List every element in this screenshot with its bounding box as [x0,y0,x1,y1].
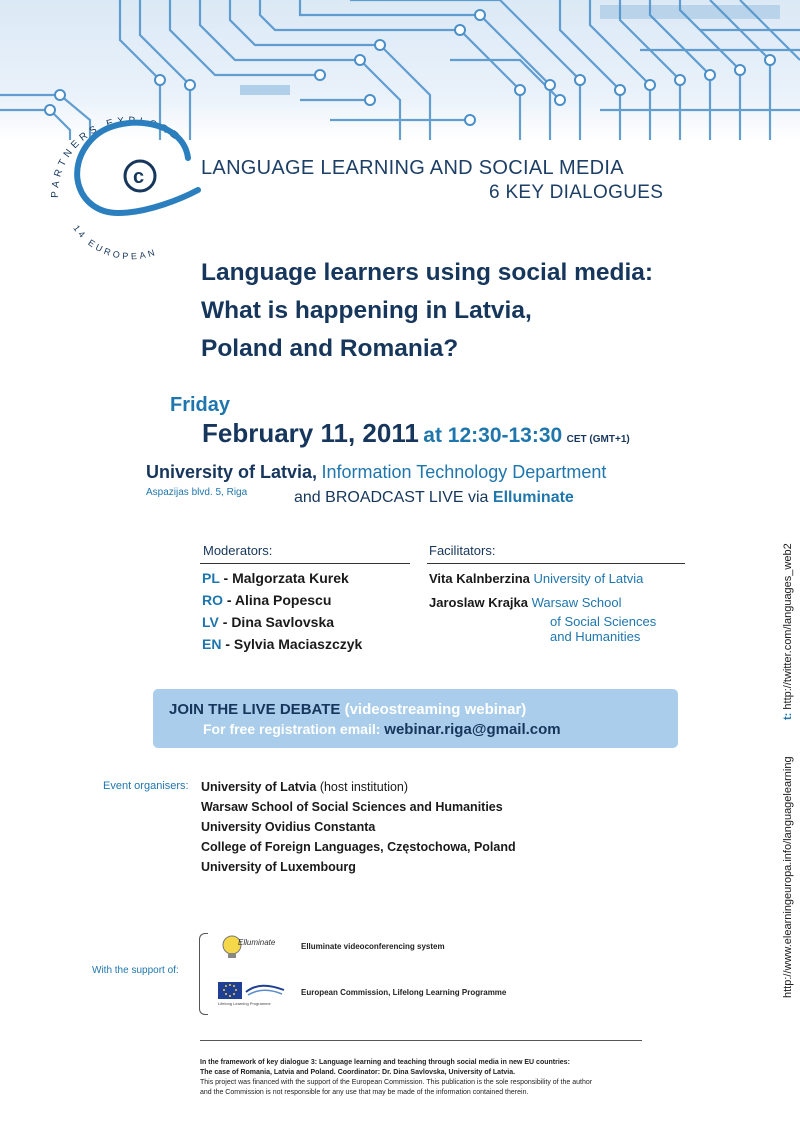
moderator-item: RO - Alina Popescu [202,592,332,608]
footer-text [200,1058,640,1098]
moderators-divider [200,563,410,564]
twitter-link-row [782,543,794,720]
event-day: Friday [170,394,231,416]
footer-line: The case of Romania, Latvia and Poland. Coordinator: Dr. Dina Savlovska, University of Latvia. [200,1069,516,1076]
elluminate-logo [218,933,280,961]
moderator-name: Sylvia Maciaszczyk [233,636,363,652]
organisers-list [201,777,516,877]
llp-logo [218,980,288,1008]
facilitator-name: Vita Kalnberzina [429,571,530,586]
headline-line-3: Poland and Romania? [201,335,459,362]
facilitator-affiliation-line: of Social Sciences [550,614,657,629]
llp-logo-text: Lifelong Learning Programme [218,1001,271,1006]
organiser-item [201,777,516,797]
facilitator-affiliation: University of Latvia [533,571,644,586]
twitter-prefix: t: [782,712,794,720]
moderators-heading: Moderators: [203,543,273,558]
moderator-code: LV [202,614,219,630]
event-venue [146,462,606,483]
moderator-code: RO [202,592,223,608]
broadcast-platform: Elluminate [492,489,574,506]
registration-email-link[interactable]: webinar.riga@gmail.com [384,721,561,738]
event-time: at 12:30-13:30 [423,424,563,447]
organiser-item: University Ovidius Constanta [201,820,376,834]
logo-ring-text-lower: 14 EUROPEAN [71,223,159,262]
footer-line: and the Commission is not responsible for any use that may be made of the information contained therein. [200,1089,529,1096]
moderator-name: Alina Popescu [234,592,332,608]
facilitator-affiliation-cont [550,614,656,644]
website-link-row [782,756,794,998]
series-subtitle: 6 KEY DIALOGUES [489,182,664,203]
venue-address: Aspazijas blvd. 5, Riga [146,487,248,498]
key-dialogues-logo [38,88,208,278]
series-title: LANGUAGE LEARNING AND SOCIAL MEDIA [201,157,624,179]
facilitator-name: Jaroslaw Krajka [429,595,529,610]
facilitator-item [429,595,621,610]
moderators-list [202,567,362,655]
join-title: JOIN THE LIVE DEBATE [169,701,341,718]
svg-text:c: c [133,166,145,188]
moderator-name: Dina Savlovska [231,614,335,630]
moderator-item: PL - Malgorzata Kurek [202,570,349,586]
moderator-code: EN [202,636,222,652]
support-item-elluminate: Elluminate videoconferencing system [301,942,445,951]
broadcast-info [294,489,574,507]
organiser-host: University of Latvia [201,780,317,794]
facilitators-heading: Facilitators: [429,543,496,558]
event-date: February 11, 2011 [202,418,419,448]
headline-line-2: What is happening in Latvia, [201,297,532,324]
facilitator-affiliation: Warsaw School [531,595,622,610]
elluminate-logo-text: Elluminate [238,938,276,947]
organiser-item: Warsaw School of Social Sciences and Humanities [201,800,503,814]
twitter-link[interactable]: http://twitter.com/languages_web2 [782,543,794,710]
footer-divider [200,1040,642,1041]
registration-label: For free registration email: [203,721,381,737]
join-debate-box [153,689,678,748]
organiser-host-note: (host institution) [319,780,409,794]
svg-text:14 EUROPEAN [71,223,158,261]
organiser-item: University of Luxembourg [201,860,356,874]
support-item-llp: European Commission, Lifelong Learning Programme [301,988,507,997]
logo-ring-text: PARTNERS EXPLORE [49,115,183,199]
venue-department: Information Technology Department [321,462,607,482]
moderator-name: Malgorzata Kurek [232,570,349,586]
support-bracket [199,933,208,1015]
footer-line: This project was financed with the support of the European Commission. This publication is the sole responsibility of the author [200,1079,593,1086]
organisers-label: Event organisers: [103,780,189,792]
headline [201,254,653,368]
organiser-item: College of Foreign Languages, Częstochowa, Poland [201,840,516,854]
support-label: With the support of: [92,965,179,976]
moderator-item: EN - Sylvia Maciaszczyk [202,636,363,652]
moderator-item: LV - Dina Savlovska [202,614,335,630]
facilitators-divider [427,563,685,564]
join-subtitle: (videostreaming webinar) [344,701,527,718]
join-title-row [169,701,526,718]
facilitator-item [429,571,643,586]
website-link[interactable]: http://www.elearningeuropa.info/languagelearning [782,756,794,998]
registration-row [203,721,561,738]
event-timezone: CET (GMT+1) [566,434,630,445]
event-datetime [202,418,630,449]
moderator-code: PL [202,570,220,586]
facilitator-affiliation-line: and Humanities [550,629,641,644]
venue-name: University of Latvia, [146,462,318,482]
footer-line: In the framework of key dialogue 3: Language learning and teaching through social media in new EU countries: [200,1059,570,1066]
headline-line-1: Language learners using social media: [201,259,654,286]
broadcast-prefix: and BROADCAST LIVE via [294,489,489,506]
